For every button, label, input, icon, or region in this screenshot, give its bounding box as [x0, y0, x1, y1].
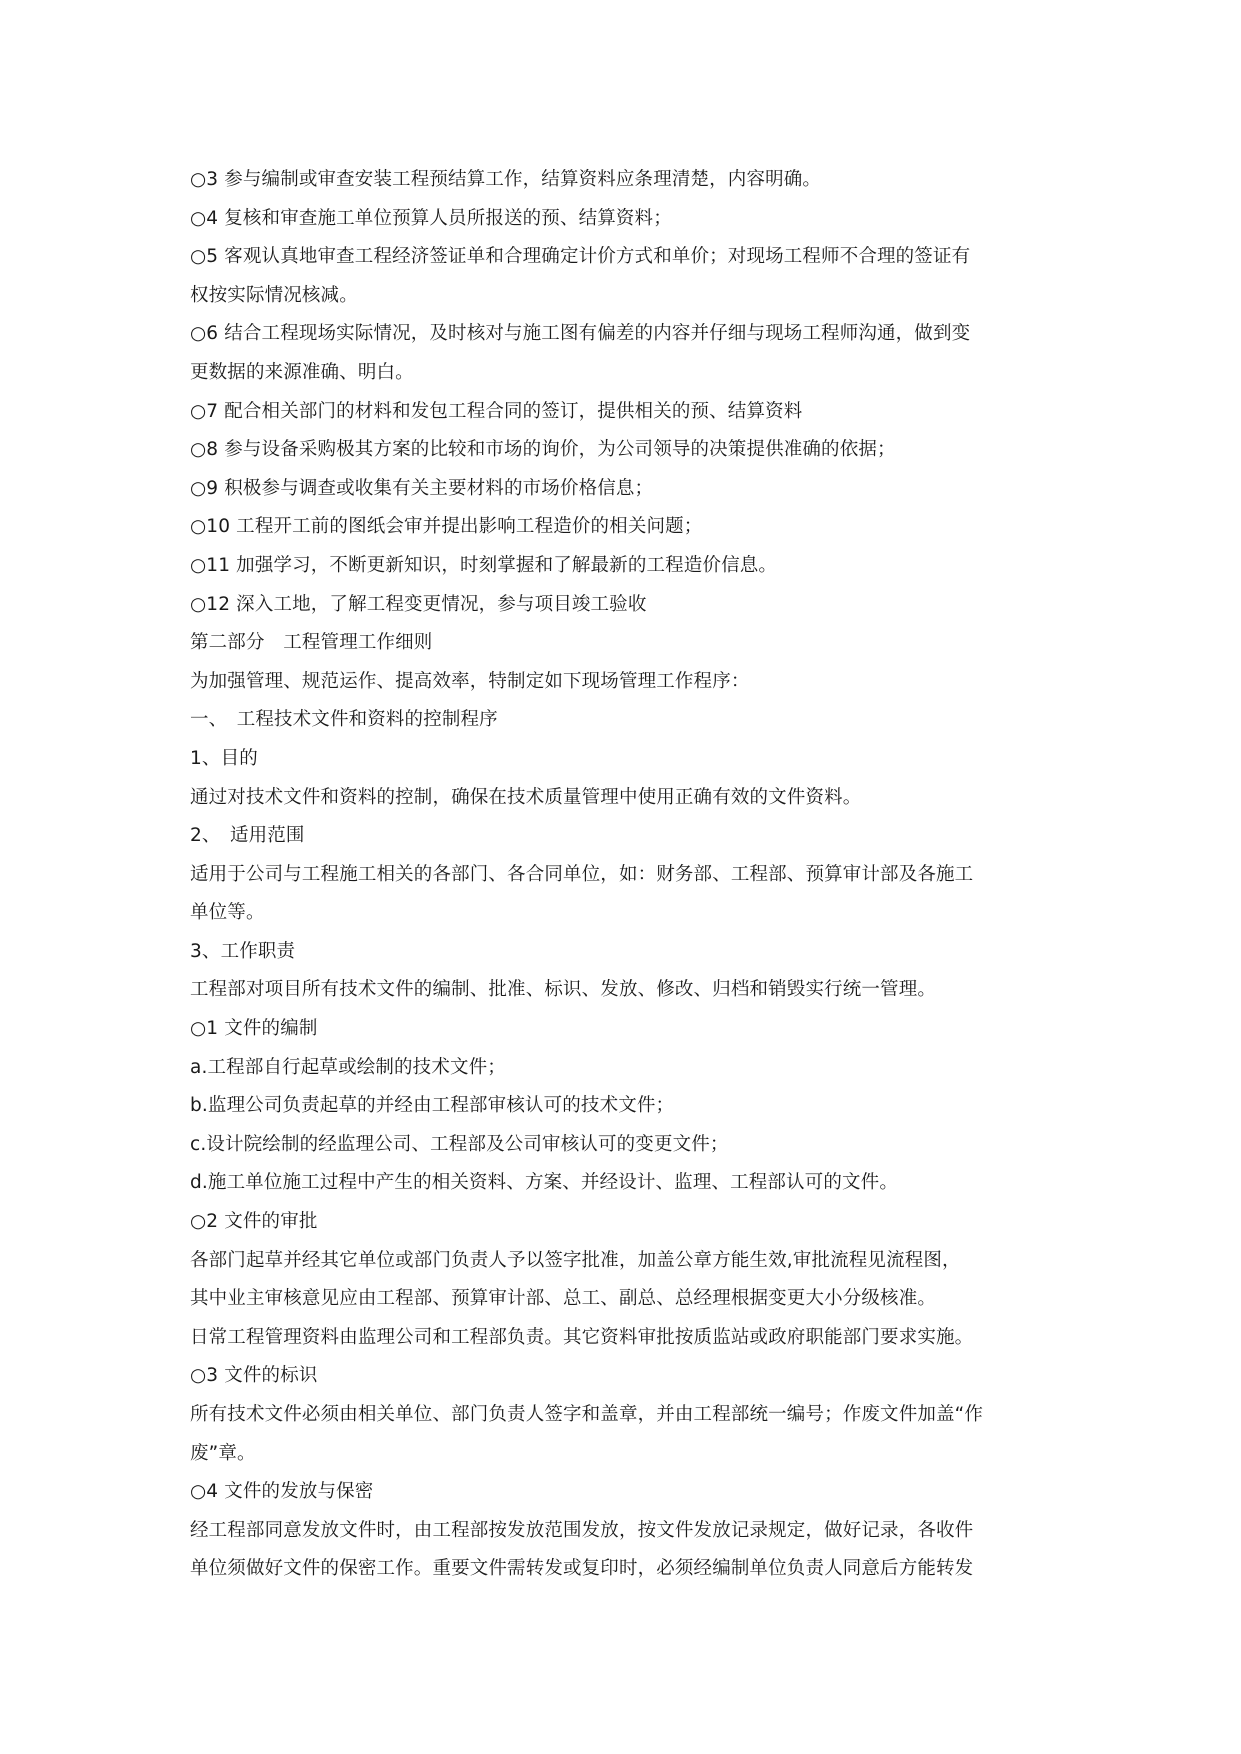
text-line: 日常工程管理资料由监理公司和工程部负责。其它资料审批按质监站或政府职能部门要求实施。 [190, 1326, 974, 1348]
subsection-heading: 3、工作职责 [190, 940, 296, 962]
section-heading: 一、 工程技术文件和资料的控制程序 [190, 709, 498, 731]
text-line: 单位等。 [190, 902, 265, 924]
subsection-heading: 1、目的 [190, 747, 258, 769]
list-item: b.监理公司负责起草的并经由工程部审核认可的技术文件； [190, 1095, 675, 1117]
text-line: ○9 积极参与调查或收集有关主要材料的市场价格信息； [190, 477, 654, 499]
text-line: 经工程部同意发放文件时，由工程部按发放范围发放，按文件发放记录规定，做好记录，各收件 [190, 1519, 974, 1541]
text-line: ○8 参与设备采购极其方案的比较和市场的询价，为公司领导的决策提供准确的依据； [190, 439, 896, 461]
list-heading: ○2 文件的审批 [190, 1211, 318, 1233]
text-line: ○3 参与编制或审查安装工程预结算工作，结算资料应条理清楚，内容明确。 [190, 169, 822, 190]
subsection-heading: 2、 适用范围 [190, 825, 305, 847]
text-line: ○6 结合工程现场实际情况，及时核对与施工图有偏差的内容并仔细与现场工程师沟通，做到变 [190, 323, 971, 345]
text-line: 为加强管理、规范运作、提高效率，特制定如下现场管理工作程序： [190, 670, 750, 692]
text-line: ○12 深入工地，了解工程变更情况，参与项目竣工验收 [190, 593, 647, 615]
text-line: ○5 客观认真地审查工程经济签证单和合理确定计价方式和单价；对现场工程师不合理的签证有 [190, 246, 971, 268]
text-line: 各部门起草并经其它单位或部门负责人予以签字批准，加盖公章方能生效,审批流程见流程图， [190, 1249, 961, 1271]
text-line: 更数据的来源准确、明白。 [190, 361, 414, 383]
text-line: ○11 加强学习，不断更新知识，时刻掌握和了解最新的工程造价信息。 [190, 554, 778, 576]
text-line: 单位须做好文件的保密工作。重要文件需转发或复印时，必须经编制单位负责人同意后方能转发 [190, 1558, 974, 1580]
text-line: ○10 工程开工前的图纸会审并提出影响工程造价的相关问题； [190, 516, 703, 538]
list-heading: ○4 文件的发放与保密 [190, 1481, 374, 1503]
text-line: ○4 复核和审查施工单位预算人员所报送的预、结算资料； [190, 207, 672, 229]
list-item: d.施工单位施工过程中产生的相关资料、方案、并经设计、监理、工程部认可的文件。 [190, 1172, 898, 1194]
list-heading: ○1 文件的编制 [190, 1018, 318, 1040]
text-line: 适用于公司与工程施工相关的各部门、各合同单位，如：财务部、工程部、预算审计部及各施工 [190, 863, 974, 885]
section-heading: 第二部分 工程管理工作细则 [190, 632, 433, 654]
text-line: 通过对技术文件和资料的控制，确保在技术质量管理中使用正确有效的文件资料。 [190, 786, 862, 808]
text-line: 废”章。 [190, 1442, 256, 1464]
list-item: c.设计院绘制的经监理公司、工程部及公司审核认可的变更文件； [190, 1133, 729, 1155]
text-line: 其中业主审核意见应由工程部、预算审计部、总工、副总、总经理根据变更大小分级核准。 [190, 1288, 937, 1310]
list-heading: ○3 文件的标识 [190, 1365, 318, 1387]
text-line: 工程部对项目所有技术文件的编制、批准、标识、发放、修改、归档和销毁实行统一管理。 [190, 979, 937, 1001]
document-body [190, 161, 1070, 1589]
text-line: 所有技术文件必须由相关单位、部门负责人签字和盖章，并由工程部统一编号；作废文件加盖“作 [190, 1404, 984, 1425]
text-line: ○7 配合相关部门的材料和发包工程合同的签订，提供相关的预、结算资料 [190, 400, 803, 422]
text-line: 权按实际情况核减。 [190, 284, 358, 306]
list-item: a.工程部自行起草或绘制的技术文件； [190, 1056, 506, 1078]
